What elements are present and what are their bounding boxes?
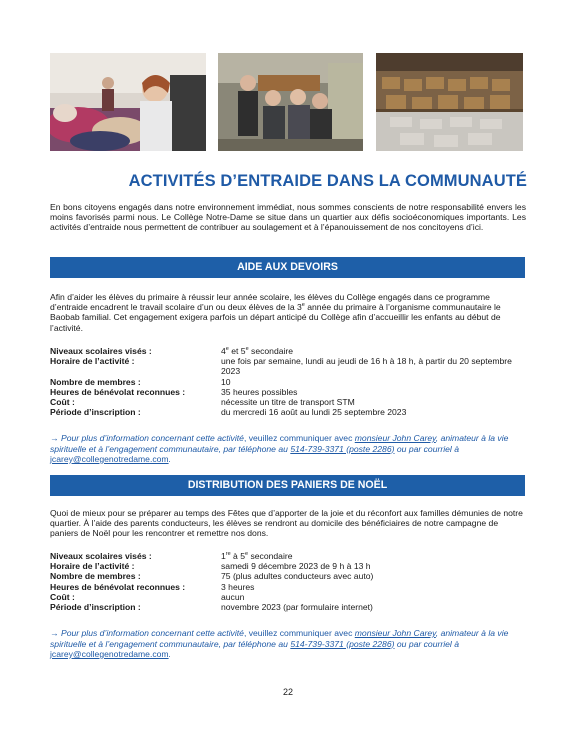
phone-link[interactable]: 514-739-3371 (poste 2286) [290,638,395,649]
detail-label: Coût : [50,397,75,408]
detail-label: Période d’inscription : [50,407,141,418]
detail-row-niveaux [50,346,526,356]
photo-strip [50,53,523,151]
detail-value: 1re à 5e secondaire [221,551,293,561]
detail-row-cout [50,397,526,407]
detail-label: Horaire de l’activité : [50,356,135,367]
detail-value: novembre 2023 (par formulaire internet) [221,602,373,613]
email-link[interactable]: jcarey@collegenotredame.com [50,649,169,659]
detail-row-periode [50,602,526,612]
detail-value: 75 (plus adultes conducteurs avec auto) [221,571,374,582]
detail-label: Horaire de l’activité : [50,561,135,572]
detail-row-heures [50,582,526,592]
section-heading-paniers-de-noel: DISTRIBUTION DES PANIERS DE NOËL [50,475,525,496]
detail-row-membres [50,571,526,581]
page-title: ACTIVITÉS D’ENTRAIDE DANS LA COMMUNAUTÉ [128,172,527,190]
detail-value: nécessite un titre de transport STM [221,397,355,408]
paniers-noel-description: Quoi de mieux pour se préparer au temps des Fêtes que d’apporter de la joie et du réconfort aux familles démunies de notre quartier. À l’aide des parents conducteurs, les élèves se rendront au domicile des bénéficiaires de notre campagne de paniers de Noël pour les rencontrer et remettre nos dons. [50,508,523,539]
detail-label: Période d’inscription : [50,602,141,613]
detail-row-membres [50,377,526,387]
detail-label: Heures de bénévolat reconnues : [50,581,186,592]
students-carrying-boxes-photo [218,53,363,151]
aide-devoirs-details [50,346,526,417]
detail-label: Nombre de membres : [50,376,141,387]
donated-clothes-table-photo [50,53,206,151]
intro-paragraph: En bons citoyens engagés dans notre environnement immédiat, nous sommes conscients de notre responsabilité envers les moins favorisés parmi nous. Le Collège Notre-Dame se situe dans un quartier aux défis socioéconomiques importants. Les activités d’entraide nous permettent de contribuer au soulagement et à l’épanouissement de nos concitoyens d’ici. [50,202,526,233]
detail-value: aucun [221,591,245,602]
detail-row-cout [50,592,526,602]
detail-value: 3 heures [221,581,255,592]
email-link[interactable]: jcarey@collegenotredame.com [50,454,169,464]
detail-value: une fois par semaine, lundi au jeudi de 16 h à 18 h, à partir du 20 septembre 2023 [221,356,512,377]
detail-label: Niveaux scolaires visés : [50,346,152,356]
phone-link[interactable]: 514-739-3371 (poste 2286) [290,443,395,454]
page-number: 22 [282,687,293,697]
aide-devoirs-contact: → Pour plus d’information concernant cette activité, veuillez communiquer avec monsieur John Carey, animateur à la vie spirituelle et à l’engagement communautaire, par téléphone au 514-739-3371 (poste 2286) ou par courriel à jcarey@collegenotredame.com. [50,433,509,464]
detail-value: 4e et 5e secondaire [221,346,294,356]
detail-row-periode [50,407,526,417]
contact-person-link[interactable]: monsieur John Carey [354,628,436,638]
detail-value: du mercredi 16 août au lundi 25 septembre 2023 [221,407,407,418]
paniers-noel-contact: → Pour plus d’information concernant cette activité, veuillez communiquer avec monsieur John Carey, animateur à la vie spirituelle et à l’engagement communautaire, par téléphone au 514-739-3371 (poste 2286) ou par courriel à jcarey@collegenotredame.com. [50,628,509,659]
detail-label: Coût : [50,591,75,602]
detail-value: 10 [221,376,231,387]
detail-row-niveaux [50,551,526,561]
contact-person-link[interactable]: monsieur John Carey [354,433,436,443]
paniers-noel-details [50,551,526,612]
detail-label: Heures de bénévolat reconnues : [50,386,186,397]
section-heading-aide-aux-devoirs: AIDE AUX DEVOIRS [50,257,525,278]
detail-row-horaire [50,561,526,571]
detail-label: Niveaux scolaires visés : [50,551,152,561]
detail-row-heures [50,387,526,397]
detail-label: Nombre de membres : [50,571,141,582]
gift-baskets-hall-photo [376,53,523,151]
detail-value: 35 heures possibles [221,386,298,397]
detail-row-horaire [50,356,526,376]
aide-devoirs-description: Afin d’aider les élèves du primaire à réussir leur année scolaire, les élèves du Collège engagés dans ce programme d’entraide encadrent le travail scolaire d’un ou deux élèves de la 3e année du primaire à l’organisme communautaire le Baobab familial. Cet engagement exigera parfois un départ anticipé du Collège afin d’accueillir les enfants au début de l’activité. [50,292,501,333]
detail-value: samedi 9 décembre 2023 de 9 h à 13 h [221,561,371,572]
